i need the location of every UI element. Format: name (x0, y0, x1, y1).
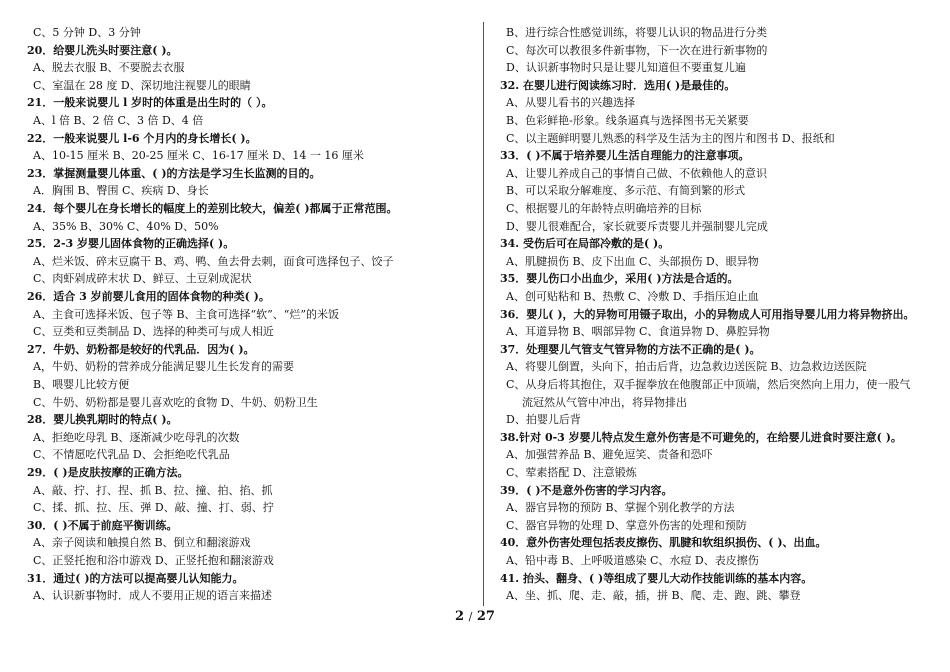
option-line: B、可以采取分解难度、多示范、有简到繁的形式 (506, 184, 746, 198)
option-line: A、脱去衣服 B、不要脱去衣服 (33, 61, 185, 75)
option-line: B、喂婴儿比较方便 (33, 378, 130, 391)
option-line: A，牛奶、奶粉的营养成分能满足婴儿生长发育的需要 (33, 360, 294, 374)
option-line: A、烂米饭、碎末豆腐干 B、鸡、鸭、鱼去骨去刺，面食可选择包子、饺子 (33, 254, 394, 268)
question-line: 23．掌握测量婴儿体重、( )的方法是学习生长监测的目的。 (27, 166, 321, 180)
option-line: C、揉、抓、拉、压、弹 D、敲、撞、打、弱、拧 (33, 501, 274, 515)
page-separator: / (468, 610, 473, 623)
option-line: C、牛奶、奶粉都是婴儿喜欢吃的食物 D、牛奶、奶粉卫生 (33, 395, 318, 409)
option-line: D、认识新事物时只是让婴儿知道但不要重复儿遍 (506, 61, 746, 75)
option-line: A、35% B、30% C、40% D、50% (33, 219, 219, 233)
question-line: 26．适合 3 岁前婴儿食用的固体食物的种类( )。 (27, 290, 270, 303)
option-line: A、从婴儿看书的兴趣选择 (506, 96, 635, 110)
option-line: A．胸围 B、臀围 C、疾病 D、身长 (33, 184, 209, 198)
question-line: 31．通过( )的方法可以提高婴儿认知能力。 (27, 571, 244, 585)
question-line: 41. 抬头、翻身、( )等组成了婴儿大动作技能训练的基本内容。 (500, 571, 813, 585)
option-line: B、进行综合性感觉训练，将婴儿认识的物品进行分类 (506, 26, 768, 39)
option-line: C、器官异物的处理 D、掌意外伤害的处理和预防 (506, 518, 747, 532)
option-line: A、铅中毒 B、上呼吸道感染 C、水痘 D、表皮擦伤 (506, 554, 759, 567)
question-line: 30．( )不属于前庭平衡训练。 (27, 518, 178, 532)
question-line: 28．婴儿换乳期时的特点( )。 (27, 413, 178, 427)
option-line: C、从身后将其抱住，双手握拳放在他腹部正中顶端，然后突然向上用力，使一股气 (506, 378, 911, 391)
option-line: C、根据婴儿的年龄特点明确培养的目标 (506, 202, 702, 215)
question-line: 32. 在婴儿进行阅读练习时．选用( )是最佳的。 (500, 78, 736, 92)
question-line: 39．( )不是意外伤害的学习内容。 (500, 483, 673, 497)
option-line: A、亲子阅读和触摸自然 B、倒立和翻滚游戏 (33, 536, 251, 550)
option-line: A、加强营养品 B、避免逗笑、责备和恐吓 (506, 448, 713, 462)
option-line: A、肌腱损伤 B、皮下出血 C、头部损伤 D、眼异物 (506, 254, 759, 268)
option-line: A、拒绝吃母乳 B、逐渐减少吃母乳的次数 (33, 430, 240, 444)
question-line: 37．处理婴儿气管支气管异物的方法不正确的是( )。 (500, 342, 761, 356)
option-line: A、耳道异物 B、咽部异物 C、食道异物 D、鼻腔异物 (506, 325, 770, 339)
page-total: 27 (476, 609, 495, 624)
option-line: C、荤素搭配 D、注意锻炼 (506, 466, 637, 479)
column-divider (483, 22, 484, 606)
option-line: C、室温在 28 度 D、深切地注视婴儿的眼睛 (33, 78, 251, 92)
question-line: 20．给婴儿洗头时要注意( )。 (27, 43, 178, 57)
option-line: D、婴儿很难配合，家长就要斥责婴儿并强制婴儿完成 (506, 219, 768, 233)
option-line: A、主食可选择米饭、包子等 B、主食可选择“软”、“烂”的米饭 (33, 307, 340, 321)
option-line: C、以主题鲜明婴儿熟悉的科学及生活为主的图片和图书 D、报纸和 (506, 131, 835, 145)
option-line: C、5 分钟 D、3 分钟 (33, 26, 141, 39)
question-line: 36．婴儿( )，大的异物可用镊子取出，小的异物成人可用指导婴儿用力将异物挤出。 (500, 307, 915, 321)
question-line: 33．( )不属于培养婴儿生活自理能力的注意事项。 (500, 149, 750, 163)
question-line: 25．2-3 岁婴儿固体食物的正确选择( )。 (27, 237, 235, 251)
question-line: 35．婴儿伤口小出血少，采用( )方法是合适的。 (500, 272, 739, 286)
question-line: 29．( )是皮肤按摩的正确方法。 (27, 466, 189, 479)
question-line: 40．意外伤害处理包括表皮擦伤、肌腱和软组织损伤、( )、出血。 (500, 536, 827, 550)
question-line: 24．每个婴儿在身长增长的幅度上的差别比较大，偏差( )都属于正常范围。 (27, 202, 398, 215)
question-line: 27．牛奶、奶粉都是较好的代乳品．因为( )。 (27, 342, 255, 356)
question-line: 34. 受伤后可在局部冷敷的是( )。 (500, 237, 670, 251)
page-number: 2 (455, 609, 465, 624)
option-line: A、将婴儿倒置，头向下，拍击后背，边急救边送医院 B、边急救边送医院 (506, 360, 867, 374)
option-line: A、器官异物的预防 B、掌握个别化教学的方法 (506, 501, 735, 515)
option-line: C、肉虾剁成碎末状 D、鲜豆、土豆剁成泥状 (33, 272, 252, 286)
option-line: 流冠然从气管中冲出，将异物排出 (522, 395, 687, 409)
option-line: A、创可贴粘和 B、热敷 C、冷敷 D、手指压迫止血 (506, 290, 759, 303)
option-line: D、拍婴儿后背 (506, 413, 581, 427)
option-line: A、10-15 厘米 B、20-25 厘米 C、16-17 厘米 D、14 一 16 厘米 (33, 149, 364, 163)
option-line: A、l 倍 B、2 倍 C、3 倍 D、4 倍 (33, 114, 204, 127)
option-line: C、每次可以教很多件新事物，下一次在进行新事物的 (506, 43, 768, 57)
question-line: 38.针对 0-3 岁婴儿特点发生意外伤害是不可避免的，在给婴儿进食时要注意( )。 (500, 430, 902, 444)
option-line: A、敲、拧、打、捏、抓 B、拉、撞、拍、掐、抓 (33, 483, 273, 497)
option-line: A、坐、抓、爬、走、敲，插，拼 B、爬、走、跑、跳、攀登 (506, 589, 801, 603)
question-line: 21．一般来说婴儿 l 岁时的体重是出生时的（ ）。 (27, 96, 273, 110)
option-line: C、不情愿吃代乳品 D、会拒绝吃代乳品 (33, 448, 230, 462)
question-line: 22．一般来说婴儿 l-6 个月内的身长增长( )。 (27, 131, 257, 145)
page-footer (0, 609, 950, 624)
option-line: A、认识新事物时．成人不要用正规的语言来描述 (33, 589, 272, 603)
option-line: C、豆类和豆类制品 D、选择的种类可与成人相近 (33, 325, 274, 339)
option-line: B、色彩鲜艳-形象。线条逼真与选择图书无关紧要 (506, 114, 749, 127)
option-line: A、让婴儿养成自己的事情自己做、不依赖他人的意识 (506, 166, 767, 180)
option-line: C、正竖托抱和浴巾游戏 D、正竖托抱和翻滚游戏 (33, 554, 274, 567)
